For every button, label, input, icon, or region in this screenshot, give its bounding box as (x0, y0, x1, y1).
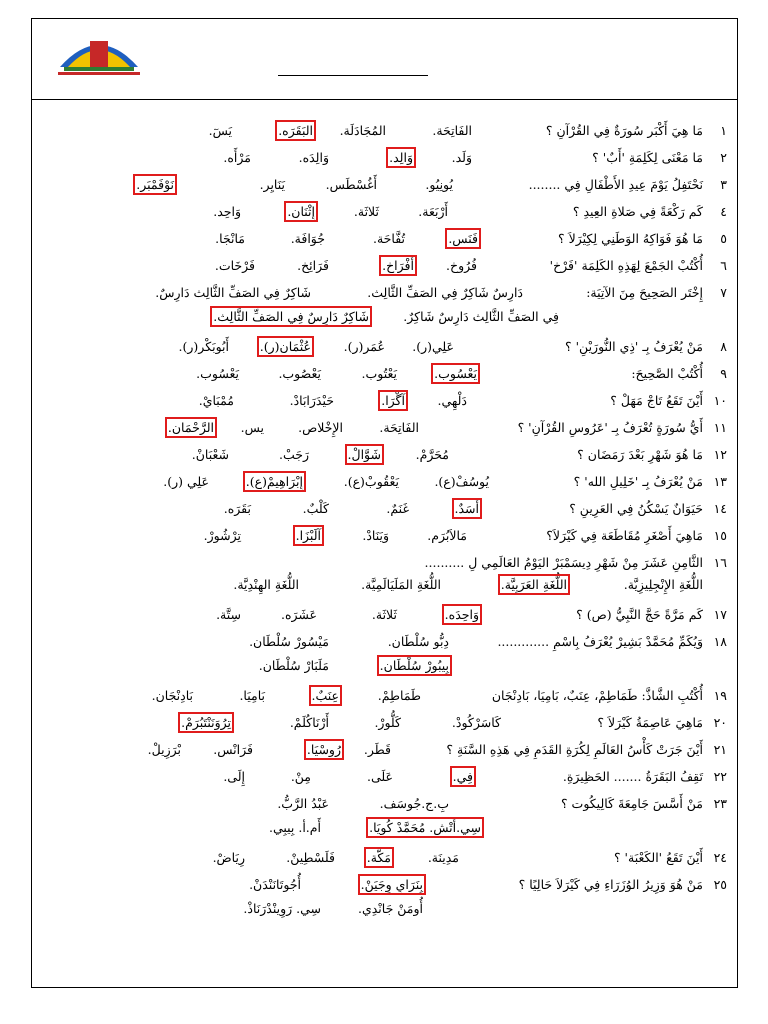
question-number: ٦ (720, 258, 727, 273)
answer-option: مَانْجَا. (215, 231, 245, 246)
answer-option-selected: وَاحِدَه. (444, 607, 479, 622)
question-text: أَيْنَ تَقَعُ تَاجْ مَهَلْ ؟ (610, 393, 703, 408)
question-row (32, 875, 739, 899)
question-row (32, 794, 739, 818)
question-text: تَقِفُ البَقَرَةُ ....... الحَظِيرَةِ. (562, 769, 703, 784)
question-row (32, 526, 739, 550)
question-number: ٨ (720, 339, 727, 354)
answer-option: فَرَائِخ. (297, 258, 329, 273)
answer-option: عَشَرَه. (280, 607, 317, 622)
answer-option: فَرَانْس. (213, 742, 253, 757)
answer-option-selected: أَفْرَاخ. (382, 258, 414, 273)
answer-option: أَرْبَعَة. (418, 204, 448, 219)
answer-option: عُمَر(ر). (343, 339, 385, 354)
question-row (32, 767, 739, 791)
answer-option-selected: سِي.أَتْش. مُحَمَّدْ كُويَا. (369, 820, 481, 835)
answer-option: وَلَد. (451, 150, 472, 165)
question-row (32, 418, 739, 442)
answer-option: فَلَسْطِينْ. (286, 850, 335, 865)
question-row (32, 364, 739, 388)
answer-option: مَلَبَارْ سُلْطَان. (258, 658, 329, 673)
question-row (32, 499, 739, 523)
question-text: مَنْ هُوَ وَزِيرُ الوُزَرَاءِ فِي كَيْرَلاَ حَالِيًا ؟ (518, 877, 703, 892)
question-row-continued (32, 656, 739, 680)
answer-option: عَلِي (ر). (163, 474, 209, 489)
answer-option-selected: وَالِد. (389, 150, 413, 165)
question-number: ٤ (720, 204, 727, 219)
question-number: ٧ (720, 285, 727, 300)
answer-option: مَدِينَة. (427, 850, 459, 865)
question-text: إِخْتَر الصَحِيحَ مِنَ الآتِيَة: (586, 285, 703, 300)
question-text: أُكْتُبِ الشَّاذَّ: طَمَاطِمْ، عِنَبٌ، بَامِيَا، بَادِنْجَان (491, 688, 703, 703)
answer-option: كَلُّورْ. (374, 715, 401, 730)
answer-option-selected: رُوسْيَا. (306, 742, 341, 757)
question-number: ٥ (720, 231, 727, 246)
answer-option: أَبُوبَكْر(ر). (178, 339, 229, 354)
answer-option: فِي الصَفِّ الثَّالِث دَارِسٌ شَاكِرٌ. (403, 309, 559, 324)
question-row (32, 121, 739, 145)
question-row (32, 256, 739, 280)
answer-option: وَاحِد. (213, 204, 241, 219)
answer-option: المُجَادَلَة. (339, 123, 386, 138)
question-row (32, 445, 739, 469)
answer-option: بَادِنْجَان. (151, 688, 193, 703)
worksheet-header (32, 19, 737, 100)
question-text: وَيُكَمِّ مُحَمَّدْ بَشِيرْ يُعْرَفُ بِاسْمِ ............. (497, 634, 703, 649)
answer-option: ثَلاثَة. (371, 607, 397, 622)
question-text: حَيَوَانٌ يَسْكُنُ فِي العَرِينِ ؟ (569, 501, 703, 516)
question-text: أَيْنَ جَرَتْ كَأْسُ العَالَمِ لِكُرَةِ القَدَمِ فِي هَذِهِ السَّنَةِ ؟ (446, 742, 703, 757)
question-number: ٢١ (713, 742, 727, 757)
answer-option-selected: نَوْفَمْبَر. (136, 177, 174, 192)
question-number: ٣ (720, 177, 727, 192)
question-text: الثَّامِنِ عَشَرَ مِنْ شَهْرِ دِيسَمْبَرْ اليَوْمُ العَالَمِي لِ .......... (424, 555, 703, 570)
answer-option: حَيْدَرَابَادْ. (289, 393, 334, 408)
answer-option: مَالاَبُرَم. (427, 528, 467, 543)
question-row (32, 848, 739, 872)
answer-option-selected: بِنَرَايِ وِجَيَنْ. (360, 877, 423, 892)
question-row (32, 472, 739, 496)
answer-option-selected: عِنَبٌ. (311, 688, 339, 703)
question-number: ١١ (713, 420, 727, 435)
question-text: مَنْ أَسَّسَ جَامِعَةَ كَالِيكُوت ؟ (560, 796, 703, 811)
question-text: كَم مَرَّةً حَجَّ النَّبِيُّ (ص) ؟ (576, 607, 703, 622)
question-row-continued (32, 899, 739, 923)
question-number: ١٢ (713, 447, 727, 462)
question-text: مَاهِيَ عَاصِمَةُ كَيْرَلاَ ؟ (597, 715, 703, 730)
question-number: ٢٢ (713, 769, 727, 784)
answer-option: شَعْبَانْ. (191, 447, 229, 462)
question-text: مَنْ يُعْرَفُ بِـ 'خَلِيلِ الله' ؟ (573, 474, 703, 489)
question-text: كَم رَكْعَةً فِي صَلاةِ العِيدِ ؟ (572, 204, 703, 219)
answer-option: مَيْسُورْ سُلْطَان. (249, 634, 329, 649)
answer-option: الإِخْلاص. (298, 420, 343, 435)
answer-option: جُوَافَة. (290, 231, 325, 246)
question-number: ١٨ (713, 634, 727, 649)
student-name-line[interactable] (278, 75, 428, 76)
answer-option: يَعْتُوب. (361, 366, 397, 381)
answer-option: بِ.ج.جُوسَف. (379, 796, 449, 811)
question-row (32, 148, 739, 172)
question-text: مَنْ يُعْرَفُ بِـ 'ذِي النُّورَيْنِ' ؟ (565, 339, 703, 354)
question-row (32, 229, 739, 253)
answer-option-selected: آگْرَا. (381, 393, 405, 408)
answer-option: كَاسَرْكُودْ. (451, 715, 501, 730)
question-row (32, 553, 739, 577)
question-row-continued (32, 818, 739, 842)
answer-option: وَيَنَادْ. (362, 528, 389, 543)
answer-option: شَاكِرٌ فِي الصَفِّ الثَّالِث دَارِسٌ. (155, 285, 311, 300)
answer-option: وَالِدَه. (298, 150, 329, 165)
question-row (32, 202, 739, 226)
answer-option: مِنْ. (290, 769, 311, 784)
answer-option: مَرْأَه. (223, 150, 251, 165)
answer-option-selected: البَقَرَه. (278, 123, 313, 138)
question-text: مَا مَعْنَى لِكَلِمَةِ 'أَبٌ' ؟ (592, 150, 703, 165)
answer-option: طَمَاطِمْ. (377, 688, 421, 703)
answer-option: عَلِي(ر). (412, 339, 454, 354)
answer-option: يس. (240, 420, 264, 435)
answer-option: فَرْخَات. (214, 258, 255, 273)
answer-option-selected: آلَبْزَا. (295, 528, 321, 543)
question-number: ١٣ (713, 474, 727, 489)
answer-option-selected: بِيبُورْ سُلْطَان. (379, 658, 449, 673)
answer-option-selected: شَوَّالْ. (347, 447, 381, 462)
question-text: أُكْتُبْ الصَّحِيحَ: (631, 366, 703, 381)
question-row (32, 713, 739, 737)
answer-option-selected: شَاكِرٌ دَارِسٌ فِي الصَفِّ الثَّالِث. (213, 309, 369, 324)
answer-option-selected: الرَّحْمَان. (167, 420, 214, 435)
question-text: مَاهِيَ أَصْغَرِ مُقَاطَعَة فِي كَيْرَلاَ؟ (546, 528, 703, 543)
answer-option: بَقَرَه. (223, 501, 251, 516)
answer-option: يَسٓ. (208, 123, 232, 138)
answer-option: دَارِسٌ شَاكِرٌ فِي الصَفِّ الثَّالِث. (367, 285, 523, 300)
answer-option: يَعْصُوب. (278, 366, 321, 381)
answer-option-selected: فَنَس. (448, 231, 478, 246)
question-row-continued (32, 575, 739, 599)
question-number: ٢٥ (713, 877, 727, 892)
question-number: ١٠ (713, 393, 727, 408)
question-number: ٢٣ (713, 796, 727, 811)
question-row (32, 337, 739, 361)
answer-option-selected: عُثْمَان(ر). (259, 339, 311, 354)
answer-option: اللُّغَةِ المَلَيَالَمِيَّة. (361, 577, 441, 592)
answer-option: يَعْقُوبْ(ع). (343, 474, 399, 489)
question-number: ٩ (720, 366, 727, 381)
answer-option: اللُّغَةِ الهِنْدِيَّة. (233, 577, 299, 592)
answer-option: مُمْبَايْ. (198, 393, 234, 408)
answer-option-selected: مَكَّة. (366, 850, 391, 865)
answer-option: دِبُّو سُلْطَان. (387, 634, 449, 649)
answer-option: اللُّغَةِ الإِنْجِلِيزِيَّة. (623, 577, 703, 592)
answer-option: بْرَزِيلْ. (147, 742, 181, 757)
answer-option: دَلْهِي. (437, 393, 467, 408)
answer-option: أَغُسْطَس. (325, 177, 377, 192)
answer-option: إِلَى. (223, 769, 245, 784)
question-text: أَيُّ سُورَةٍ تُعْرَفُ بِـ 'عَرُوسِ القُرْآنِ' ؟ (517, 420, 703, 435)
question-text: مَا هِيَ أَكْبَر سُورَةٌ فِي القُرْآنِ ؟ (545, 123, 703, 138)
question-text: أَيْنَ تَقَعُ 'الكَعْبَة' ؟ (613, 850, 703, 865)
worksheet-frame (31, 18, 738, 988)
answer-option: أَرْنَاكُلَمْ. (289, 715, 329, 730)
question-number: ١٩ (713, 688, 727, 703)
question-number: ٢٠ (713, 715, 727, 730)
question-row (32, 605, 739, 629)
answer-option: سِتَّة. (216, 607, 241, 622)
answer-option: أُجُوتَانَنْدَنْ. (249, 877, 301, 892)
question-row (32, 391, 739, 415)
question-text: مَا هُوَ شَهْرِ بَعْدَ رَمَضَان ؟ (577, 447, 703, 462)
question-row (32, 283, 739, 307)
answer-option: كَلْبٌ. (302, 501, 329, 516)
question-number: ١ (720, 123, 727, 138)
answer-option-selected: إِبْرَاهِيمْ(ع). (245, 474, 303, 489)
question-row (32, 632, 739, 656)
question-text: نَحْتَفِلُ يَوْمَ عِيدِ الأَطْفَالِ فِي ........ (528, 177, 703, 192)
answer-option: فُرُوخ. (446, 258, 477, 273)
answer-option: رَجَبْ. (278, 447, 309, 462)
question-row (32, 175, 739, 199)
answer-option: يُونِيُو. (425, 177, 453, 192)
question-number: ١٧ (713, 607, 727, 622)
answer-option: الفَاتِحَة. (432, 123, 472, 138)
question-number: ١٥ (713, 528, 727, 543)
question-number: ٢ (720, 150, 727, 165)
answer-option: مُحَرَّمْ. (415, 447, 449, 462)
answer-option: أُومَنْ جَانْدِي. (357, 901, 423, 916)
question-row (32, 740, 739, 764)
answer-option-selected: اللُّغَةِ العَرَبِيَّة. (500, 577, 567, 592)
answer-option: ثَلاثَة. (353, 204, 379, 219)
answer-option: رِيَاضْ. (212, 850, 245, 865)
answer-option-selected: تِرُوَنَنْتَبُرَمْ. (181, 715, 231, 730)
answer-option: غَنَمٌ. (386, 501, 409, 516)
answer-option-selected: أَسَدٌ. (454, 501, 479, 516)
answer-option: عَلَى. (367, 769, 393, 784)
answer-option: يُوسُفْ(ع). (434, 474, 489, 489)
question-number: ٢٤ (713, 850, 727, 865)
answer-option: سِي. رَوِينْدْرَنَاذْ. (243, 901, 321, 916)
question-text: مَا هُوَ فَوَاكِهُ الوَطَنِي لِكِيْرَلاَ ؟ (557, 231, 703, 246)
answer-option: عَبْدُ الرَّبُّ. (277, 796, 329, 811)
answer-option-selected: إِثْنَان. (287, 204, 315, 219)
question-row-continued (32, 307, 739, 331)
answer-option: الفَاتِحَة. (379, 420, 419, 435)
answer-option-selected: فِي. (452, 769, 473, 784)
school-logo-icon (54, 27, 144, 79)
answer-option: بَامِيَا. (239, 688, 265, 703)
answer-option: يَعْسُوب. (196, 366, 239, 381)
answer-option: تُفَّاحَة. (372, 231, 405, 246)
answer-option-selected: يَعْسُوب. (434, 366, 477, 381)
answer-option: أَم.أ. بِيبِي. (268, 820, 321, 835)
question-text: أُكْتُبْ الجَمْعَ لِهَذِهِ الكَلِمَة 'فَرْخ' (549, 258, 703, 273)
answer-option: تِرْشُورْ. (203, 528, 241, 543)
question-row (32, 686, 739, 710)
answer-option: يَنَايِر. (259, 177, 285, 192)
question-number: ١٦ (713, 555, 727, 570)
question-number: ١٤ (713, 501, 727, 516)
answer-option: قَطَر. (363, 742, 391, 757)
